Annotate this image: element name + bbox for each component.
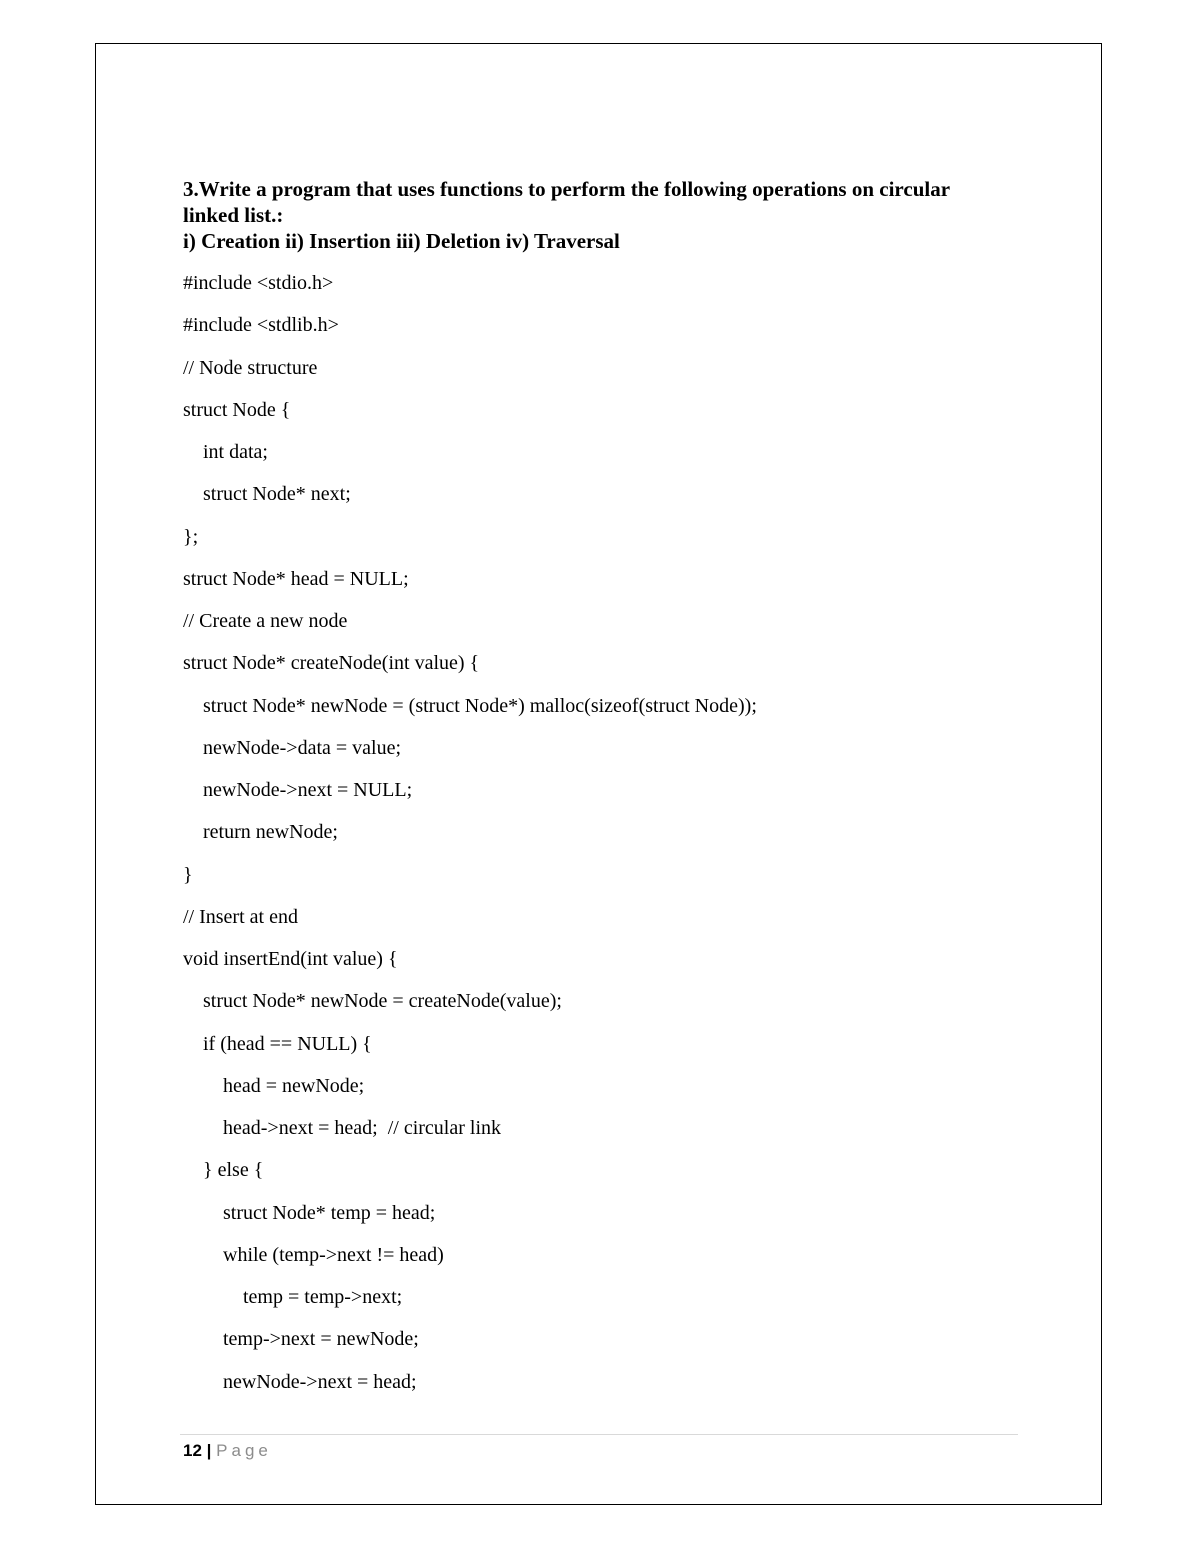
code-line: int data; [183,441,268,463]
code-line: // Node structure [183,356,318,379]
code-line: } [183,863,193,886]
code-line: #include <stdlib.h> [183,314,339,337]
code-line: void insertEnd(int value) { [183,948,398,970]
code-line: }; [183,525,199,548]
footer-separator: | [206,1441,212,1460]
code-line: struct Node { [183,398,291,421]
code-line: struct Node* newNode = (struct Node*) malloc(sizeof(struct Node)); [183,694,757,717]
code-line: struct Node* head = NULL; [183,567,409,590]
code-line: } else { [183,1159,264,1182]
code-line: head = newNode; [183,1074,365,1097]
code-line: head->next = head; // circular link [183,1117,502,1139]
heading-line-1: 3.Write a program that uses functions to perform the following operations on circular [183,177,951,201]
code-line: struct Node* temp = head; [183,1201,436,1224]
code-line: temp = temp->next; [183,1286,403,1308]
code-line: newNode->next = NULL; [183,779,413,801]
code-line: temp->next = newNode; [183,1328,419,1351]
code-listing [183,269,757,1410]
question-heading [183,176,1013,254]
code-line: if (head == NULL) { [183,1032,372,1055]
page-label: Page [216,1441,272,1460]
page-number: 12 [183,1441,202,1460]
code-line: // Create a new node [183,610,348,632]
footer-divider [180,1434,1018,1435]
code-line: return newNode; [183,821,338,844]
heading-line-2: linked list.: [183,203,284,227]
code-line: newNode->data = value; [183,736,402,759]
code-line: struct Node* newNode = createNode(value); [183,990,562,1013]
page-footer [183,1440,272,1462]
heading-line-3: i) Creation ii) Insertion iii) Deletion iv) Traversal [183,229,620,253]
code-line: #include <stdio.h> [183,272,334,294]
code-line: // Insert at end [183,905,298,928]
code-line: newNode->next = head; [183,1370,417,1393]
code-line: struct Node* createNode(int value) { [183,652,480,675]
code-line: struct Node* next; [183,483,351,506]
code-line: while (temp->next != head) [183,1243,444,1266]
